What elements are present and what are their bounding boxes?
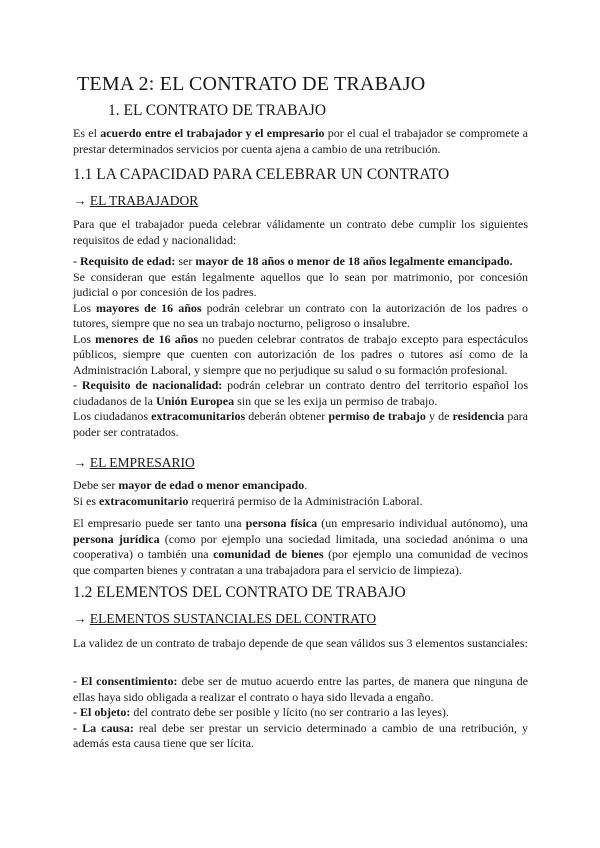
objeto-label: - El objeto:	[73, 705, 131, 719]
extracomunitarios-text-2: deberán obtener	[245, 409, 329, 423]
extracomunitarios-text-3: y de	[425, 409, 453, 423]
menores-16	[73, 332, 528, 379]
comunidad-bienes-bold: comunidad de bienes	[213, 547, 324, 561]
empresario-tipos	[73, 516, 528, 578]
residencia-bold: residencia	[452, 409, 505, 423]
permiso-trabajo-bold: permiso de trabajo	[328, 409, 426, 423]
subheading-trabajador	[73, 193, 198, 209]
requisito-edad-bold: mayor de 18 años o menor de 18 años legalmente emancipado.	[195, 254, 513, 268]
objeto-text: del contrato debe ser posible y lícito (no ser contrario a las leyes).	[130, 705, 449, 719]
empresario-requisitos	[73, 478, 528, 509]
causa-label: - La causa:	[73, 720, 134, 735]
tipos-text-3: (como por ejemplo una sociedad limitada, una sociedad anónima o una cooperativa) o también una	[73, 531, 528, 561]
subheading-sustanciales-label: ELEMENTOS SUSTANCIALES DEL CONTRATO	[89, 611, 377, 626]
requisito-nacionalidad	[73, 378, 528, 409]
requisito-nacionalidad-text-2: sin que se les exija un permiso de trabajo.	[234, 393, 438, 408]
tipos-text: El empresario puede ser tanto una	[73, 516, 246, 530]
tipos-text-4: (por ejemplo una comunidad de vecinos que comparten bienes y contratan a una trabajadora para el servicio de limpieza).	[73, 547, 529, 577]
arrow-icon: →	[73, 455, 87, 470]
union-europea-bold: Unión Europea	[155, 393, 235, 408]
sustanciales-intro	[73, 636, 528, 652]
document-title: TEMA 2: EL CONTRATO DE TRABAJO	[77, 73, 426, 95]
menores-16-text: Los	[73, 331, 96, 346]
persona-fisica-bold: persona física	[245, 516, 318, 530]
section-1-intro	[73, 126, 528, 157]
intro-bold: acuerdo entre el trabajador y el empresario	[100, 126, 325, 140]
section-1-2-heading: 1.2 ELEMENTOS DEL CONTRATO DE TRABAJO	[73, 584, 406, 601]
empresario-extra-text: Si es	[73, 493, 100, 508]
arrow-icon: →	[73, 611, 87, 626]
menores-16-text-2: no pueden celebrar contratos de trabajo excepto para espectáculos públicos, siempre que cuenten con autorización de los padres o tutores así como de la Administración Laboral, y siempre que no perjudique su salud o su formación profesional.	[73, 331, 528, 377]
mayores-16	[73, 301, 528, 332]
empresario-edad	[73, 478, 528, 494]
mayores-16-bold: mayores de 16 años	[96, 300, 202, 315]
empresario-edad-text: Debe ser	[73, 478, 119, 492]
empresario-edad-bold: mayor de edad o menor emancipado	[118, 478, 305, 492]
extracomunitarios	[73, 409, 528, 440]
requisito-nacionalidad-text: podrán celebrar un contrato dentro del territorio español los ciudadanos de la	[73, 378, 528, 408]
trabajador-intro-text: Para que el trabajador pueda celebrar válidamente un contrato debe cumplir los siguientes requisitos de edad y nacionalidad:	[73, 217, 528, 247]
arrow-icon: →	[73, 193, 87, 208]
subheading-empresario	[73, 455, 195, 471]
empresario-edad-text-2: .	[304, 478, 308, 492]
empresario-extra-text-2: requerirá permiso de la Administración Laboral.	[188, 493, 423, 508]
tipos-text-2: (un empresario individual autónomo), una	[317, 516, 528, 530]
consentimiento-text: debe ser de mutuo acuerdo entre las partes, de manera que ninguna de ellas haya sido obligada a realizar el contrato o haya sido llevada a engaño.	[73, 674, 528, 704]
sustanciales-lista	[73, 674, 528, 752]
mayores-16-text: Los	[73, 300, 97, 315]
sustanciales-intro-text: La validez de un contrato de trabajo depende de que sean válidos sus 3 elementos sustanciales:	[73, 636, 528, 650]
extracomunitarios-text: Los ciudadanos	[73, 409, 152, 423]
objeto-item	[73, 705, 528, 721]
empresario-extra-bold: extracomunitario	[99, 493, 189, 508]
requisito-edad-text: ser	[175, 254, 196, 268]
trabajador-intro	[73, 217, 528, 248]
subheading-sustanciales	[73, 611, 376, 627]
intro-text-2: por el cual el trabajador se compromete a prestar determinados servicios por cuenta ajena a cambio de una retribución.	[73, 126, 528, 156]
mayores-16-text-2: podrán celebrar un contrato con la autorización de los padres o tutores, siempre que no sea un trabajo nocturno, peligroso o insalubre.	[73, 300, 528, 330]
extracomunitarios-text-4: para poder ser contratados.	[73, 409, 529, 439]
emancipados-text: Se consideran que están legalmente aquellos que lo sean por matrimonio, por concesión judicial o por concesión de los padres.	[73, 269, 528, 299]
requisito-edad-label: - Requisito de edad:	[73, 254, 176, 268]
trabajador-requisitos	[73, 254, 528, 440]
persona-juridica-bold: persona jurídica	[73, 531, 160, 546]
requisito-nacionalidad-label: - Requisito de nacionalidad:	[73, 378, 223, 392]
consentimiento-label: - El consentimiento:	[73, 674, 178, 688]
intro-text: Es el	[73, 126, 101, 140]
subheading-trabajador-label: EL TRABAJADOR	[89, 193, 199, 208]
consentimiento-item	[73, 674, 528, 705]
causa-item	[73, 721, 528, 752]
subheading-empresario-label: EL EMPRESARIO	[89, 455, 195, 470]
requisito-edad	[73, 254, 528, 270]
section-1-1-heading: 1.1 LA CAPACIDAD PARA CELEBRAR UN CONTRATO	[73, 166, 450, 183]
causa-text: real debe ser prestar un servicio determinado a cambio de una retribución, y además esta causa tiene que ser lícita.	[73, 720, 529, 750]
menores-16-bold: menores de 16 años	[95, 331, 199, 346]
intro-paragraph	[73, 126, 528, 157]
empresario-extra	[73, 494, 528, 510]
section-1-heading: 1. EL CONTRATO DE TRABAJO	[108, 102, 327, 119]
extracomunitarios-bold: extracomunitarios	[151, 409, 246, 423]
empresario-tipos-paragraph	[73, 516, 528, 578]
